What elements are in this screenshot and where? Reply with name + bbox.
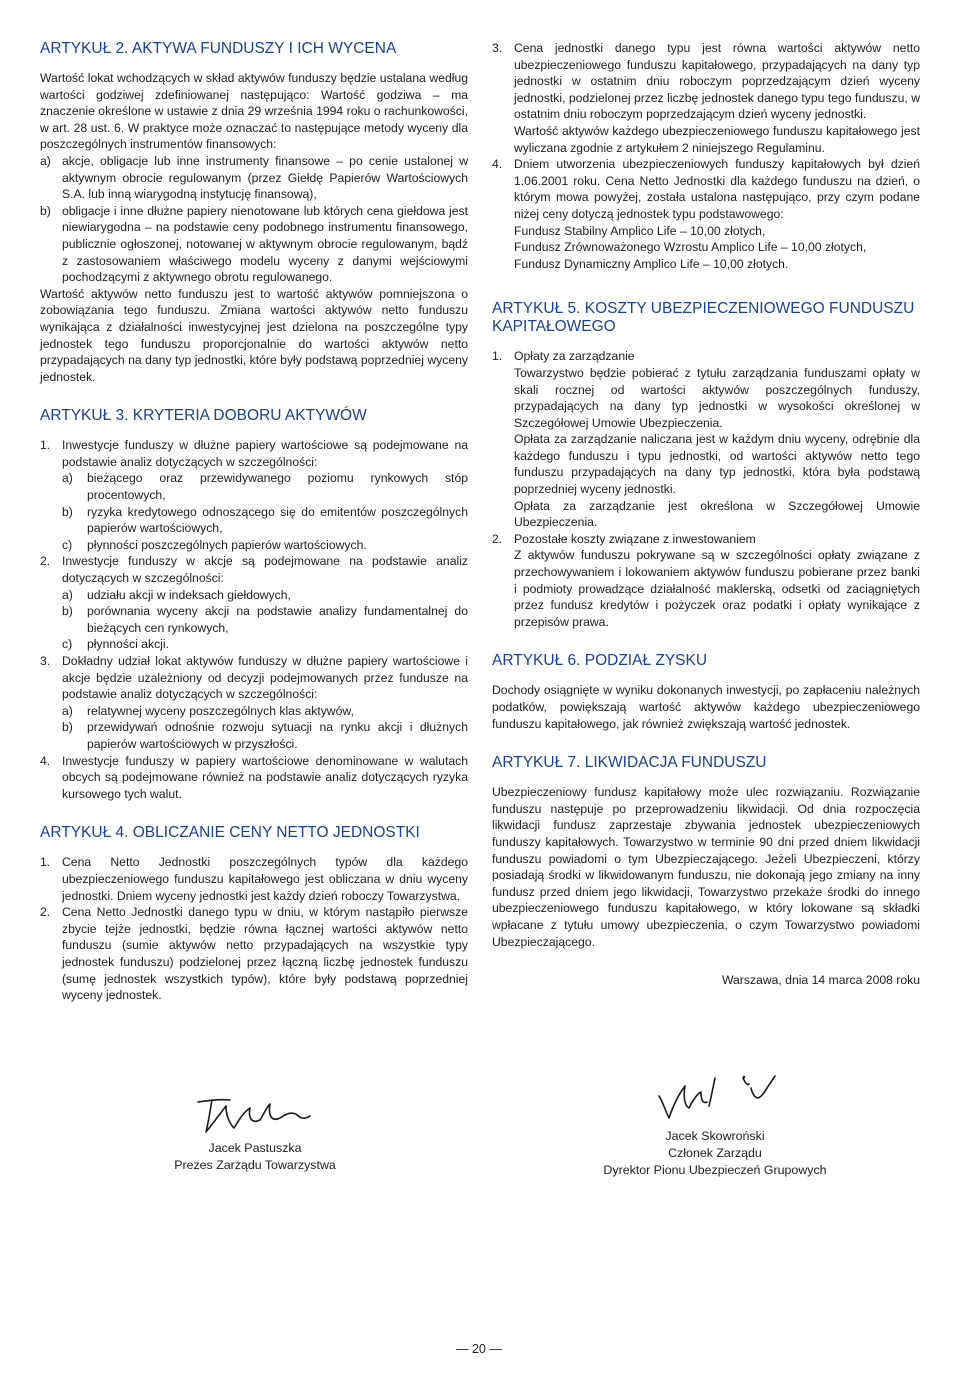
list-item (40, 153, 468, 203)
article-2-title: ARTYKUŁ 2. AKTYWA FUNDUSZY I ICH WYCENA (40, 40, 397, 57)
list-item (40, 553, 468, 586)
signer-role-left: Prezes Zarządu Towarzystwa (174, 1158, 336, 1172)
list-item-text (514, 531, 920, 631)
item-paragraph: Z aktywów funduszu pokrywane są w szczególności opłaty związane z przechowywaniem i lokowaniem aktywów funduszu pobierane przez banki i podmioty prowadzące działalność maklerską, odsetki od zaciągniętych przez fundusz kredytów i pożyczek oraz podatki i opłaty wynikające z przepisów prawa. (514, 548, 920, 629)
signer-role-right: Członek Zarządu (668, 1146, 762, 1160)
item-title: Opłaty za zarządzanie (514, 349, 635, 364)
list-item-text: relatywnej wyceny poszczególnych klas aktywów, (87, 703, 354, 718)
signer-name-left: Jacek Pastuszka (208, 1141, 302, 1155)
list-marker: b) (62, 504, 73, 519)
article-5 (492, 300, 920, 630)
article-2-paragraph: Wartość aktywów netto funduszu jest to wartość aktywów pomniejszona o zobowiązania tego funduszu. Zmiana wartości aktywów netto funduszu wynikająca z działalności inwestycyjnej jest dzielona na poszczególne typy jednostek tego funduszu proporcjonalnie do wartości aktywów netto przypadających na dany typ jednostki, które były podstawą poprzedniej wyceny jednostek. (40, 286, 468, 384)
list-item-text: akcje, obligacje lub inne instrumenty finansowe – po cenie ustalonej w aktywnym obrocie regulowanym (przez Giełdę Papierów Wartościowych S.A. lub inną wiarygodną instytucję finansową), (62, 153, 468, 202)
list-item-text: Cena Netto Jednostki danego typu w dniu, w którym nastąpiło pierwsze zbycie tejże jednostki, będzie równa łącznej wartości aktywów netto funduszu (sumie aktywów netto przypadających na wszystkie typy jednostek funduszu) podzielonej przez łączną liczbę jednostek funduszu (sumę jednostek wszystkich typów), które były podstawą poprzedniej wyceny jednostek. (62, 905, 468, 1003)
list-marker: 1. (40, 438, 51, 453)
list-marker: a) (62, 471, 73, 486)
list-item (40, 854, 468, 904)
list-item-text: udziału akcji w indeksach giełdowych, (87, 587, 291, 602)
item-paragraph: Towarzystwo będzie pobierać z tytułu zarządzania funduszami opłaty w skali rocznej od wartości aktywów poszczególnych funduszy, przypadających na dany typ jednostki w wysokości określonej w Szczegółowej Umowie Ubezpieczenia. (514, 365, 920, 430)
article-3 (40, 407, 468, 802)
signature-block-left (140, 1094, 370, 1174)
sub-list-item (62, 537, 468, 554)
list-item-text: Cena Netto Jednostki poszczególnych typów dla każdego ubezpieczeniowego funduszu kapitałowego jest obliczana w dniu wyceny jednostki. Dniem wyceny jednostki jest każdy dzień roboczy Towarzystwa. (62, 855, 468, 903)
sub-list-item (62, 603, 468, 636)
sub-list-item (62, 703, 468, 720)
article-2 (40, 40, 468, 385)
article-2-intro: Wartość lokat wchodzących w skład aktywów funduszy będzie ustalana według wartości godziwej zdefiniowanej następująco: Wartość godziwa – ma znaczenie określone w ustawie z dnia 29 września 1994 roku o rachunkowości, w art. 28 ust. 6. W praktyce może oznaczać to następujące metody wyceny dla poszczególnych instrumentów finansowych: (40, 71, 468, 152)
list-item-text (514, 156, 920, 272)
article-4 (40, 824, 468, 1003)
list-marker: a) (62, 587, 73, 602)
list-marker: 4. (40, 753, 51, 768)
list-marker: 2. (40, 905, 51, 920)
signer-role-right-2: Dyrektor Pionu Ubezpieczeń Grupowych (603, 1163, 827, 1177)
sub-list-item (62, 504, 468, 537)
fund-line: Fundusz Zrównoważonego Wzrostu Amplico Life – 10,00 złotych, (514, 240, 867, 255)
list-marker: 3. (492, 41, 503, 55)
date-place: Warszawa, dnia 14 marca 2008 roku (721, 973, 920, 988)
list-item (492, 156, 920, 272)
list-marker: 4. (492, 157, 503, 172)
item-3-paragraph-2: Wartość aktywów każdego ubezpieczeniowego funduszu kapitałowego jest wyliczana zgodnie z artykułem 2 niniejszego Regulaminu. (514, 123, 920, 155)
sub-list-item (62, 470, 468, 503)
item-3-paragraph: Cena jednostki danego typu jest równa wartości aktywów netto ubezpieczeniowego funduszu kapitałowego, przypadających na dany typ jednostki w ostatnim dniu roboczym poprzedzającym dzień wyceny jednostki, podzielonej przez liczbę jednostek danego typu tego funduszu, w ostatnim dniu roboczym poprzedzającym dzień wyceny jednostki. (514, 41, 920, 122)
fund-list (514, 223, 920, 273)
list-item (40, 653, 468, 703)
list-marker: b) (62, 604, 73, 619)
list-item-text (514, 348, 920, 531)
item-paragraph: Opłata za zarządzanie jest określona w Szczegółowej Umowie Ubezpieczenia. (514, 498, 920, 530)
article-6-title: ARTYKUŁ 6. PODZIAŁ ZYSKU (492, 652, 708, 670)
list-item-text: przewidywań odnośnie rozwoju sytuacji na rynku akcji i dłużnych papierów wartościowych w przyszłości. (87, 720, 468, 751)
list-marker: 1. (40, 855, 51, 870)
list-item (492, 531, 920, 631)
article-7-paragraph: Ubezpieczeniowy fundusz kapitałowy może ulec rozwiązaniu. Rozwiązanie funduszu następuje po przeprowadzeniu likwidacji. Od dnia rozpoczęcia likwidacji fundusz zaprzestaje zbywania jednostek ubezpieczeniowych funduszy kapitałowych. Towarzystwo w terminie 90 dni przed dniem likwidacji funduszu powiadomi o tym Ubezpieczającego. Jeżeli Ubezpieczeni, którzy posiadają środki w likwidowanym funduszu, nie dokonają jego zmiany na inny fundusz przed dniem jego likwidacji, Towarzystwo przekaże środki do innego ubezpieczeniowego funduszu kapitałowego, w który lokowane są składki wpłacane z tytułu umowy ubezpieczenia, o czym Towarzystwo powiadomi Ubezpieczającego. (492, 785, 920, 949)
right-column (492, 40, 920, 1011)
item-title: Pozostałe koszty związane z inwestowaniem (514, 531, 756, 546)
list-item (492, 348, 920, 531)
list-marker: c) (62, 637, 73, 652)
list-item (40, 203, 468, 286)
left-column (40, 40, 468, 1026)
list-item-text: bieżącego oraz przewidywanego poziomu rynkowych stóp procentowych, (87, 471, 468, 503)
article-4-continued (492, 40, 920, 272)
list-marker: a) (40, 153, 51, 168)
fund-line: Fundusz Stabilny Amplico Life – 10,00 złotych, (514, 223, 766, 238)
list-item-text: płynności akcji. (87, 637, 169, 652)
list-item-text: Dokładny udział lokat aktywów funduszy w dłużne papiery wartościowe i akcje będzie uzależniony od decyzji podejmowanych przez fundusze na podstawie analiz dotyczących w szczególności: (62, 654, 468, 702)
sub-list-item (62, 636, 468, 653)
article-4-title: ARTYKUŁ 4. OBLICZANIE CENY NETTO JEDNOSTKI (40, 824, 420, 842)
list-marker: 2. (40, 554, 51, 569)
list-item-text: porównania wyceny akcji na podstawie analizy fundamentalnej do bieżących cen rynkowych, (87, 604, 468, 635)
fund-line: Fundusz Dynamiczny Amplico Life – 10,00 złotych. (514, 256, 789, 271)
article-5-title: ARTYKUŁ 5. KOSZTY UBEZPIECZENIOWEGO FUNDUSZU KAPITAŁOWEGO (492, 300, 915, 336)
page-number: — 20 — (456, 1342, 502, 1356)
list-marker: c) (62, 537, 73, 552)
sub-list-item (62, 587, 468, 604)
item-4-paragraph: Dniem utworzenia ubezpieczeniowych funduszy kapitałowych był dzień 1.06.2001 roku. Cena Netto Jednostki dla każdego funduszu na dzień, o którym mowa powyżej, została ustalona następująco, przy czym podane niżej ceny dotyczą jednostek typu podstawowego: (514, 157, 920, 221)
list-item-text: Inwestycje funduszy w papiery wartościowe denominowane w walutach obcych są podejmowane również na podstawie analiz dotyczących ryzyka kursowego tych walut. (62, 753, 468, 801)
article-6 (492, 652, 920, 732)
handwritten-signature-left (190, 1094, 320, 1136)
list-item-text: płynności poszczególnych papierów wartościowych. (87, 537, 367, 552)
item-paragraph: Opłata za zarządzanie naliczana jest w każdym dniu wyceny, odrębnie dla każdego funduszu i typu jednostki, od wartości aktywów netto tego funduszu przypadających na dany typ jednostki, która była podstawą poprzedniej wyceny jednostki. (514, 432, 920, 497)
article-7-title: ARTYKUŁ 7. LIKWIDACJA FUNDUSZU (492, 754, 767, 772)
article-7 (492, 754, 920, 989)
list-item-text: ryzyka kredytowego odnoszącego się do emitentów poszczególnych papierów wartościowych, (87, 504, 468, 536)
list-item (40, 904, 468, 1004)
list-item-text: obligacje i inne dłużne papiery nienotowane lub których cena giełdowa jest niewiarygodna – na podstawie ceny podobnego instrumentu finansowego, publicznie ogłoszonej, notowanej w aktywnym obrocie regulowanym, bądź z zastosowaniem właściwego modelu wyceny z danymi wejściowymi pochodzącymi z aktywnego obrotu regulowanego. (62, 203, 468, 285)
list-item-text: Inwestycje funduszy w dłużne papiery wartościowe są podejmowane na podstawie analiz dotyczących w szczególności: (62, 438, 468, 469)
list-marker: 2. (492, 531, 503, 546)
signer-name-right: Jacek Skowroński (665, 1129, 765, 1143)
list-item-text (514, 40, 920, 156)
list-marker: a) (62, 703, 73, 718)
signature-block-right (570, 1072, 860, 1179)
handwritten-signature-right (645, 1072, 785, 1124)
list-marker: b) (62, 720, 73, 735)
list-item-text: Inwestycje funduszy w akcje są podejmowane na podstawie analiz dotyczących w szczególności: (62, 554, 468, 586)
article-6-paragraph: Dochody osiągnięte w wyniku dokonanych inwestycji, po zapłaceniu należnych podatków, powiększają wartość aktywów każdego ubezpieczeniowego funduszu kapitałowego, jak również zwiększają wartość jednostek. (492, 683, 920, 731)
list-item (40, 753, 468, 803)
list-item (492, 40, 920, 156)
list-marker: b) (40, 203, 51, 218)
article-3-title: ARTYKUŁ 3. KRYTERIA DOBORU AKTYWÓW (40, 407, 367, 425)
list-marker: 3. (40, 654, 51, 668)
list-item (40, 437, 468, 470)
list-marker: 1. (492, 349, 503, 364)
sub-list-item (62, 719, 468, 752)
